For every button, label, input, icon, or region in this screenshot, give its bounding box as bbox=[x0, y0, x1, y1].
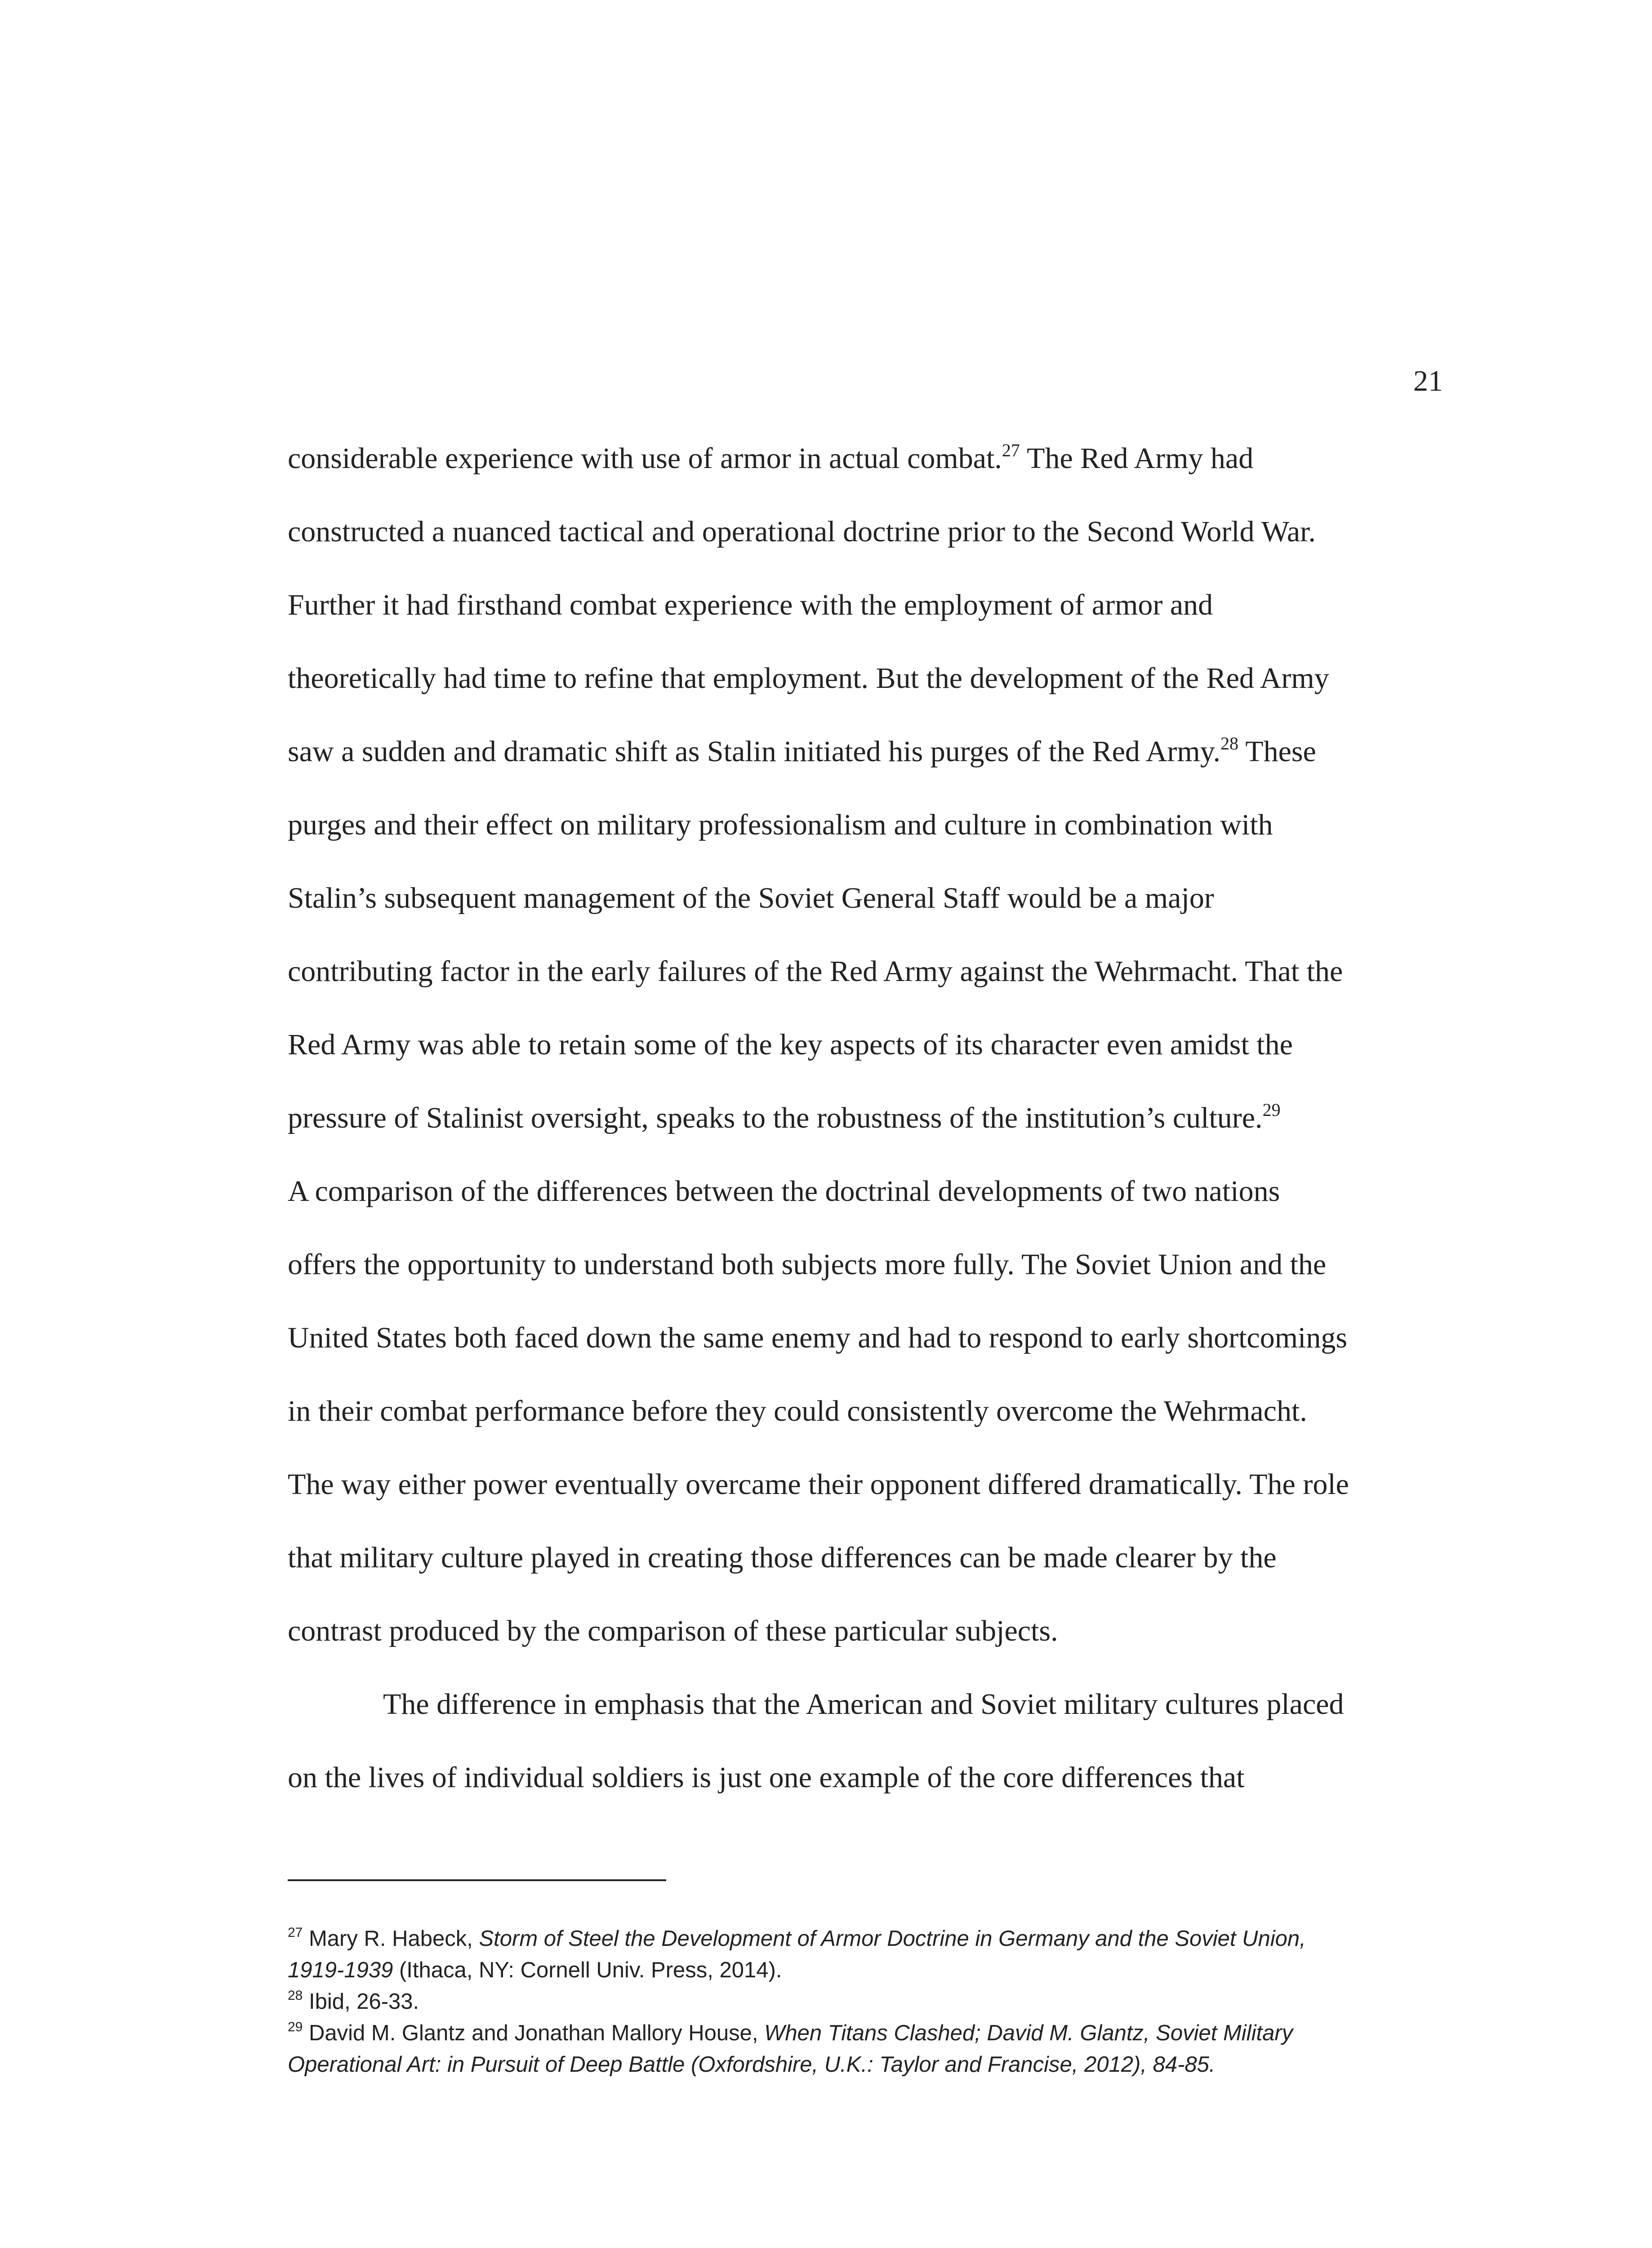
body-line-7: Stalin’s subsequent management of the Soviet General Staff would be a major bbox=[288, 882, 1214, 914]
body-line-6: purges and their effect on military professionalism and culture in combination with bbox=[288, 808, 1273, 841]
footnote-number: 28 bbox=[288, 1988, 303, 2003]
body-line-14: in their combat performance before they could consistently overcome the Wehrmacht. bbox=[288, 1395, 1307, 1427]
body-line-3: Further it had firsthand combat experience with the employment of armor and bbox=[288, 589, 1213, 621]
footnote-separator bbox=[288, 1879, 666, 1881]
body-line-4: theoretically had time to refine that employment. But the development of the Red Army bbox=[288, 662, 1329, 695]
body-line-11: A comparison of the differences between the doctrinal developments of two nations bbox=[288, 1175, 1280, 1208]
footnote-29-line-1: $^{29}$ David M. Glantz and Jonathan Mallory House, When Titans Clashed; David M. Glantz, Soviet Military bbox=[288, 2020, 1293, 2045]
body-line-19: on the lives of individual soldiers is just one example of the core differences that bbox=[288, 1761, 1245, 1794]
body-line-12: offers the opportunity to understand both subjects more fully. The Soviet Union and the bbox=[288, 1248, 1327, 1281]
body-line-18: The difference in emphasis that the American and Soviet military cultures placed bbox=[383, 1688, 1344, 1721]
footnote-ref-27[interactable]: 27 bbox=[1002, 440, 1020, 460]
body-line-9: Red Army was able to retain some of the key aspects of its character even amidst the bbox=[288, 1028, 1293, 1061]
footnote-29-line-2: Operational Art: in Pursuit of Deep Battle (Oxfordshire, U.K.: Taylor and Francise, 2012), 84-85. bbox=[288, 2052, 1216, 2077]
body-line-17: contrast produced by the comparison of these particular subjects. bbox=[288, 1615, 1058, 1647]
footnote-number: 29 bbox=[288, 2020, 303, 2034]
footnote-28: $^{28}$ Ibid, 26-33. bbox=[288, 1988, 419, 2014]
footnote-ref-29[interactable]: 29 bbox=[1262, 1100, 1281, 1120]
body-line-13: United States both faced down the same enemy and had to respond to early shortcomings bbox=[288, 1321, 1348, 1354]
body-line-15: The way either power eventually overcame their opponent differed dramatically. The role bbox=[288, 1468, 1349, 1501]
body-line-1: considerable experience with use of armor in actual combat.$^{27}$ The Red Army had bbox=[288, 440, 1254, 475]
body-line-5: saw a sudden and dramatic shift as Stalin initiated his purges of the Red Army.$^{28}$ These bbox=[288, 733, 1316, 768]
body-line-8: contributing factor in the early failures of the Red Army against the Wehrmacht. That the bbox=[288, 955, 1343, 988]
footnote-27-line-1: $^{27}$ Mary R. Habeck, Storm of Steel the Development of Armor Doctrine in Germany and the Soviet Union, bbox=[288, 1925, 1306, 1951]
page-number: 21 bbox=[1413, 365, 1443, 397]
footnote-ref-28[interactable]: 28 bbox=[1220, 733, 1238, 754]
footnote-27-line-2: 1919-1939 (Ithaca, NY: Cornell Univ. Press, 2014). bbox=[288, 1958, 782, 1982]
body-line-16: that military culture played in creating those differences can be made clearer by the bbox=[288, 1541, 1277, 1574]
body-line-10: pressure of Stalinist oversight, speaks to the robustness of the institution’s culture.$^{29}$ bbox=[288, 1100, 1281, 1134]
footnote-number: 27 bbox=[288, 1925, 303, 1940]
body-line-2: constructed a nuanced tactical and operational doctrine prior to the Second World War. bbox=[288, 515, 1316, 548]
